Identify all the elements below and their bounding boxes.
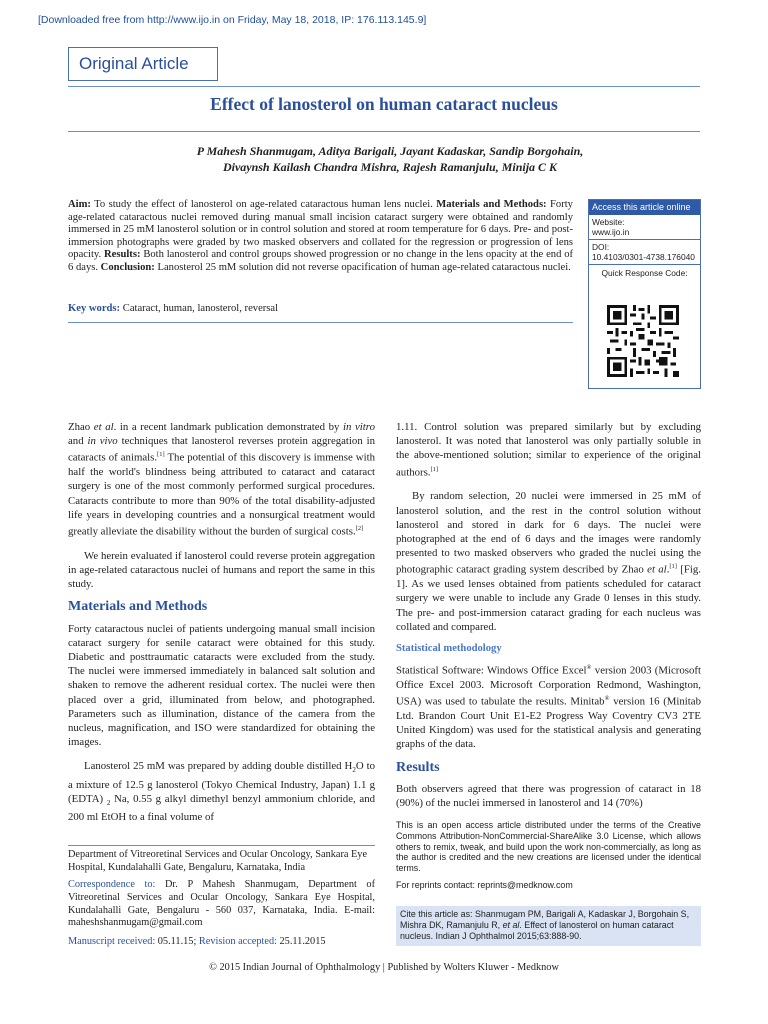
license-note: This is an open access article distributed under the terms of the Creative Commons Attribution-NonCommercial-ShareAlike 3.0 License, which allows others to remix, tweak, and build upon the work non-commercially, as long as the author is credited and the new creations are licensed under the identical terms.: [396, 820, 701, 874]
authors: [150, 143, 630, 175]
aim-text: To study the effect of lanosterol on age-related cataractous human lens nuclei.: [94, 199, 433, 210]
keywords-label: Key words:: [68, 303, 121, 314]
intro-paragraph-1: Zhao et al. in a recent landmark publication demonstrated by in vitro and in vivo techniques that lanosterol reverses protein aggregation in cataracts of animals.[1] The potential of this discovery is immense with half the world's blindness being attributed to cataract and cataract surgery is one of the most commonly performed surgical procedures. Cataracts contribute to more than 90% of the total disability-adjusted life years in developing countries and a nonsurgical treatment would greatly alleviate the disability without the burden of surgical costs.[2]: [68, 421, 375, 538]
citation-ref[interactable]: [1]: [157, 451, 165, 459]
intro-paragraph-2: We herein evaluated if lanosterol could reverse protein aggregation in age-related cataractous nuclei of humans and report the same in this study.: [68, 549, 375, 591]
methods-label: Materials and Methods:: [436, 199, 547, 210]
conclusion-text: Lanosterol 25 mM solution did not reverse opacification of human age-related cataractous nuclei.: [157, 261, 571, 273]
body-column-right: [396, 420, 701, 810]
methods-paragraph-4: By random selection, 20 nuclei were immersed in 25 mM of lanosterol solution, and the rest in the control solution without lanosterol and stored in dark for 6 days. The nuclei were photographed at the end of 6 days and the images were randomly presented to two masked observers who graded the nuclei using the photographic cataract grading system described by Zhao et al.[1] [Fig. 1]. As we used lenses obtained from patients scheduled for cataract surgery we were unable to include any Grade 0 lenses in this study. The pre- and post-immersion cataract grading for each nucleus was collated and compared.: [396, 490, 702, 633]
authors-line-1: P Mahesh Shanmugam, Aditya Barigali, Jayant Kadaskar, Sandip Borgohain,: [196, 144, 584, 158]
stat-heading: Statistical methodology: [396, 643, 502, 655]
abstract-rule: [68, 322, 573, 323]
authors-line-2: Divaynsh Kailash Chandra Mishra, Rajesh Ramanjulu, Minija C K: [222, 160, 558, 174]
stat-paragraph: Statistical Software: Windows Office Excel® version 2003 (Microsoft Office Excel 2003. Microsoft Corporation Redmond, Washington, USA) was used to tabulate the results. Minitab® version 16 (Minitab Ltd. Brandon Court Unit E1-E2 Progress Way Coventry CV3 2TE United Kingdom) was used for the statistical analysis and generating graphs of the data.: [396, 664, 701, 751]
received-date: 05.11.15;: [157, 936, 197, 947]
methods-text: Forty age-related cataractous nuclei removed during manual small incision cataract surgery were obtained and randomly immersed in 25 mM lanosterol solution or in control solution and stored at room temperature for 6 days. Pre- and post-immersion photographs were graded by two masked observers and collated for the regression or progression of lens opacity.: [68, 199, 573, 260]
website-cell: [589, 215, 700, 240]
article-type-label: Original Article: [79, 54, 189, 73]
manuscript-dates: Manuscript received: 05.11.15; Revision accepted: 25.11.2015: [68, 936, 326, 947]
aim-label: Aim:: [68, 199, 91, 210]
methods-heading: Materials and Methods: [68, 599, 208, 615]
website-label: Website:: [592, 217, 625, 227]
methods-paragraph-1: Forty cataractous nuclei of patients undergoing manual small incision cataract surgery for senile cataract were obtained for this study. Diabetic and posttraumatic cataracts were excluded from the study. The nuclei were immersed immediately in balanced salt solution and shaken to remove the adherent residual cortex. The nuclei were then placed over a grid, illuminated from below, and photographed. Parameters such as illumination, distance of the camera from the nucleus, magnification, and ISO were standardized for obtaining the images.: [68, 622, 375, 749]
citation-box: Cite this article as: Shanmugam PM, Barigali A, Kadaskar J, Borgohain S, Mishra DK, Ramanjulu R, et al. Effect of lanosterol on human cataract nucleus. Indian J Ophthalmol 2015;63:888-90.: [396, 906, 701, 946]
keywords-text: Cataract, human, lanosterol, reversal: [122, 303, 279, 314]
conclusion-label: Conclusion:: [100, 261, 155, 273]
correspondence-text: Dr. P Mahesh Shanmugam, Department of Vitreoretinal Services and Ocular Oncology, Sankara Eye Hospital, Kundalahalli Gate, Bengaluru - 560 037, Karnataka, India. E-mail: maheshshanmugam@gmail.com: [68, 879, 376, 929]
website-link[interactable]: www.ijo.in: [592, 227, 630, 237]
page-footer: © 2015 Indian Journal of Ophthalmology | Published by Wolters Kluwer - Medknow: [209, 962, 559, 973]
article-title: Effect of lanosterol on human cataract nucleus: [210, 94, 558, 114]
doi-value[interactable]: 10.4103/0301-4738.176040: [592, 252, 695, 262]
accepted-date: 25.11.2015: [279, 936, 326, 947]
doi-label: DOI:: [592, 242, 610, 252]
doi-cell: [589, 240, 700, 265]
results-heading: Results: [396, 759, 440, 775]
results-text: Both lanosterol and control groups showed progression or no change in the lens opacity at the end of 6 days.: [68, 249, 574, 273]
article-type-box: [68, 47, 218, 81]
results-paragraph: Both observers agreed that there was progression of cataract in 18 (90%) of the nuclei immersed in lanosterol and 14 (70%): [396, 782, 701, 810]
body-column-left: [68, 420, 375, 825]
citation-ref[interactable]: [1]: [430, 465, 439, 473]
title-rule: [68, 131, 700, 132]
citation-ref[interactable]: [1]: [669, 563, 677, 571]
qr-code-icon[interactable]: [607, 305, 679, 377]
footnote-rule: [68, 845, 375, 846]
header-rule: [68, 86, 700, 87]
keywords: [68, 303, 573, 314]
abstract: [68, 199, 573, 274]
methods-paragraph-3: 1.11. Control solution was prepared similarly but by excluding lanosterol. It was noted that lanosterol was only partially soluble in the above-mentioned solution; similar to experience of the original authors.[1]: [396, 421, 701, 479]
correspondence-note: [68, 879, 375, 930]
citation-ref[interactable]: [2]: [355, 525, 364, 533]
methods-paragraph-2: Lanosterol 25 mM was prepared by adding double distilled $H_2O$ to a mixture of 12.5 g lanosterol (Tokyo Chemical Industry, Japan) 1.1 g (EDTA) $_2$ Na, 0.55 g alkyl dimethyl benzyl ammonium chloride, and 200 ml EtOH to a final volume of: [68, 760, 376, 824]
access-header: Access this article online: [589, 200, 700, 215]
qr-label: Quick Response Code:: [601, 268, 688, 278]
download-banner: [Downloaded free from http://www.ijo.in on Friday, May 18, 2018, IP: 176.113.145.9]: [38, 14, 427, 26]
affiliation-note: Department of Vitreoretinal Services and Ocular Oncology, Sankara Eye Hospital, Kundalahalli Gate, Bengaluru, Karnataka, India: [68, 849, 368, 873]
results-label: Results:: [103, 249, 141, 260]
correspondence-label: Correspondence to:: [68, 879, 156, 890]
reprints-note: For reprints contact: reprints@medknow.com: [396, 880, 573, 890]
